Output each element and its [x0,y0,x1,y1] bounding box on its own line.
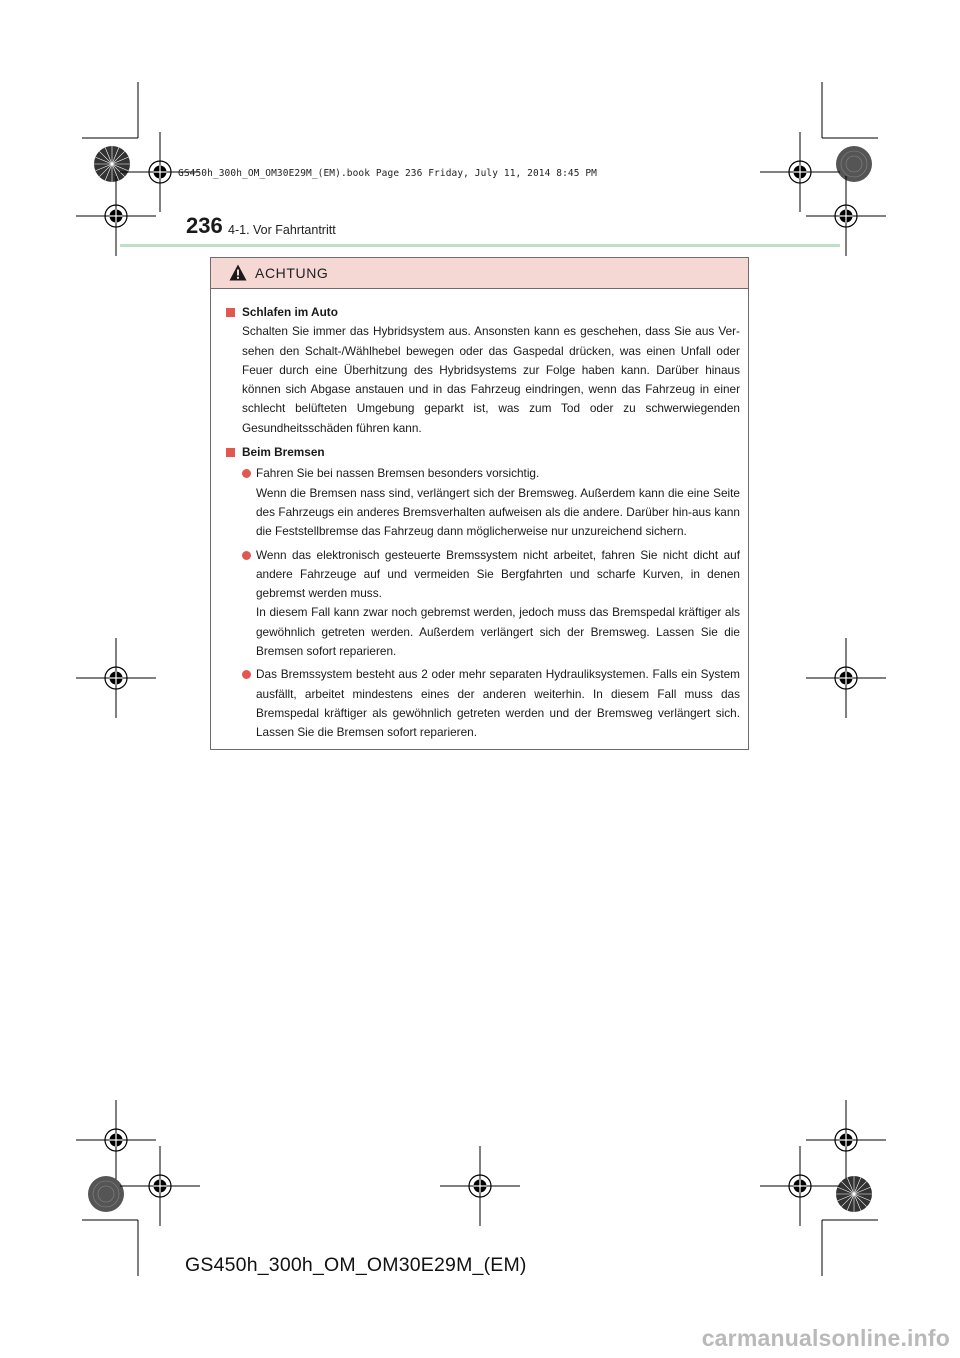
section-heading [225,303,740,322]
dot-target-icon [836,146,872,182]
crop-mark-bottom-right [822,1220,878,1276]
paragraph: Schalten Sie immer das Hybridsystem aus. Ansonsten kann es geschehen, dass Sie aus Ver-sehen den Schalt-/Wählhebel bewegen oder das Gaspedal drücken, was einen Unfall oder Feuer durch eine Überhitzung des Hybridsystems zur Folge haben kann. Darüber hinaus können sich Abgase anstauen und in das Fahrzeug eindringen, wenn das Fahrzeug in einer schlecht belüfteten Umgebung geparkt ist, was zum Tod oder zu schwerwiegenden Gesundheitsschäden führen kann. [242,324,740,435]
registration-mark-icon [760,132,840,212]
square-bullet-icon [226,308,235,317]
list-item [225,546,740,662]
registration-mark-icon [76,638,156,718]
warning-title: ACHTUNG [255,265,329,281]
registration-mark-icon [76,1100,156,1180]
warning-triangle-icon [229,264,247,281]
page-number: 236 [186,213,223,238]
list-item-line: Das Bremssystem besteht aus 2 oder mehr separaten Hydrauliksystemen. Falls ein System ausfällt, arbeitet mindestens eines der anderen weiterhin. In diesem Fall muss das Bremspedal kräftiger als gewöhnlich getreten werden und der Bremsweg verlängert sich. Lassen Sie die Bremsen sofort reparieren. [256,667,740,740]
round-bullet-icon [242,469,251,478]
star-target-icon [94,146,130,182]
header-rule [120,244,840,247]
section-heading-label: Schlafen im Auto [242,305,338,319]
list-item-line: Wenn die Bremsen nass sind, verlängert sich der Bremsweg. Außerdem kann die eine Seite des Fahrzeugs ein anderes Bremsverhalten aufweisen als die andere. Darüber hin-aus kann die Feststellbremse das Fahrzeug dann möglicherweise nur unzureichend sichern. [256,485,740,539]
list-item [225,464,740,541]
registration-mark-icon [806,638,886,718]
round-bullet-icon [242,670,251,679]
square-bullet-icon [226,448,235,457]
list-item-line: Wenn das elektronisch gesteuerte Bremssystem nicht arbeitet, fahren Sie nicht dicht auf andere Fahrzeuge auf und vermeiden Sie Bergfahrten und scharfe Kurven, in denen gebremst werden muss. [256,547,740,601]
list-item-line: In diesem Fall kann zwar noch gebremst werden, jedoch muss das Bremspedal kräftiger als gewöhnlich getreten werden. Außerdem verlängert sich der Bremsweg. Lassen Sie die Bremsen sofort reparieren. [256,605,740,659]
section-heading [225,443,740,462]
registration-mark-icon [806,1100,886,1180]
print-info: GS450h_300h_OM_OM30E29M_(EM).book Page 236 Friday, July 11, 2014 8:45 PM [178,168,598,179]
star-target-icon [836,1176,872,1212]
warning-body [211,289,748,743]
dot-target-icon [88,1176,124,1212]
list-item-line: Fahren Sie bei nassen Bremsen besonders vorsichtig. [256,466,540,481]
warning-header [211,258,748,289]
section-title: 4-1. Vor Fahrtantritt [228,223,336,237]
registration-mark-icon [440,1146,520,1226]
registration-mark-icon [120,1146,200,1226]
registration-mark-icon [760,1146,840,1226]
round-bullet-icon [242,551,251,560]
watermark: carmanualsonline.info [701,1325,950,1351]
crop-mark-top-left [82,82,138,138]
warning-box [210,257,749,750]
crop-mark-bottom-left [82,1220,138,1276]
crop-mark-top-right [822,82,878,138]
footer-manual-code: GS450h_300h_OM_OM30E29M_(EM) [185,1254,527,1276]
section-heading-label: Beim Bremsen [242,445,325,460]
list-item [225,665,740,742]
